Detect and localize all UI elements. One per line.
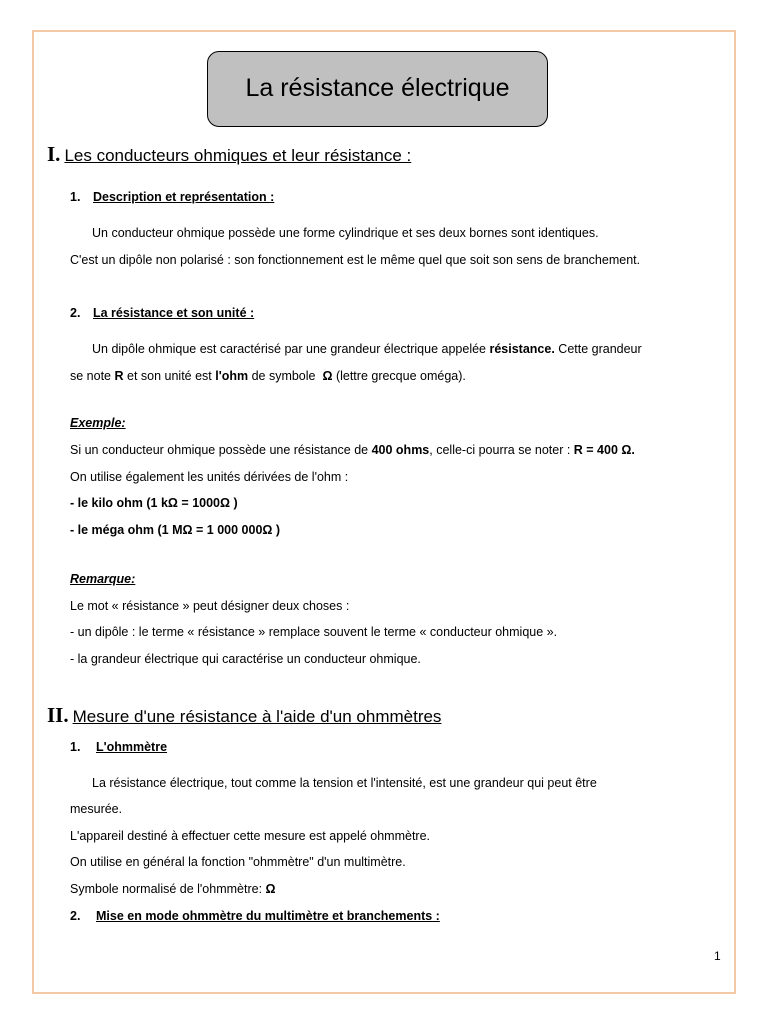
text-run-bold: l'ohm	[215, 369, 249, 383]
paragraph-line	[70, 370, 466, 383]
section-2-numeral: II.	[47, 703, 69, 727]
paragraph-line	[92, 343, 642, 356]
section-2-heading	[47, 705, 441, 726]
paragraph-line	[70, 883, 276, 896]
text-run-bold: R = 400 Ω.	[573, 443, 635, 457]
text-run: Si un conducteur ohmique possède une résistance de	[70, 443, 372, 457]
text-run: (lettre grecque oméga).	[332, 369, 466, 383]
paragraph-line: La résistance électrique, tout comme la tension et l'intensité, est une grandeur qui peut être	[92, 776, 597, 790]
subsection-2-1-heading	[70, 741, 167, 754]
section-2-title: Mesure d'une résistance à l'aide d'un ohmmètres	[72, 707, 442, 726]
subsection-1-1-heading	[70, 191, 274, 204]
list-item: - le méga ohm (1 MΩ = 1 000 000Ω )	[70, 523, 281, 537]
text-run: Symbole normalisé de l'ohmmètre:	[70, 882, 266, 896]
text-run: Un dipôle ohmique est caractérisé par une grandeur électrique appelée	[92, 342, 490, 356]
omega-symbol: Ω	[265, 882, 276, 896]
text-run: Cette grandeur	[554, 342, 642, 356]
text-run-bold: résistance.	[489, 342, 555, 356]
remark-label: Remarque:	[70, 572, 136, 586]
text-run: et son unité est	[123, 369, 216, 383]
section-1-numeral: I.	[47, 142, 61, 166]
paragraph-line: On utilise également les unités dérivées de l'ohm :	[70, 470, 349, 484]
example-label: Exemple:	[70, 416, 126, 430]
paragraph-line: Le mot « résistance » peut désigner deux choses :	[70, 599, 350, 613]
section-1-heading	[47, 144, 411, 165]
page-title-box	[207, 51, 548, 127]
text-run-bold: R	[114, 369, 124, 383]
subsection-2-2-title: Mise en mode ohmmètre du multimètre et branchements :	[96, 909, 440, 923]
paragraph-line: C'est un dipôle non polarisé : son fonctionnement est le même quel que soit son sens de branchement.	[70, 253, 641, 267]
subsection-1-2-title: La résistance et son unité :	[93, 306, 255, 320]
subsection-2-2-heading	[70, 910, 440, 923]
subsection-1-2-number: 2.	[70, 306, 81, 320]
text-run-bold: 400 ohms	[371, 443, 430, 457]
text-run: se note	[70, 369, 115, 383]
page-title: La résistance électrique	[245, 73, 510, 102]
list-item: - la grandeur électrique qui caractérise un conducteur ohmique.	[70, 652, 421, 666]
page-number: 1	[714, 949, 721, 963]
paragraph-line	[70, 444, 635, 457]
subsection-1-1-number: 1.	[70, 190, 81, 204]
page-border	[32, 30, 736, 994]
paragraph-line: On utilise en général la fonction "ohmmètre" d'un multimètre.	[70, 855, 406, 869]
text-run: de symbole	[248, 369, 323, 383]
subsection-2-2-number: 2.	[70, 909, 81, 923]
subsection-1-1-title: Description et représentation :	[93, 190, 275, 204]
section-1-title: Les conducteurs ohmiques et leur résistance :	[64, 146, 412, 165]
list-item: - un dipôle : le terme « résistance » remplace souvent le terme « conducteur ohmique ».	[70, 625, 558, 639]
subsection-2-1-title: L'ohmmètre	[96, 740, 168, 754]
paragraph-line: Un conducteur ohmique possède une forme cylindrique et ses deux bornes sont identiques.	[92, 226, 599, 240]
paragraph-line: L'appareil destiné à effectuer cette mesure est appelé ohmmètre.	[70, 829, 431, 843]
subsection-1-2-heading	[70, 307, 254, 320]
list-item: - le kilo ohm (1 kΩ = 1000Ω )	[70, 496, 238, 510]
subsection-2-1-number: 1.	[70, 740, 81, 754]
paragraph-line: mesurée.	[70, 802, 123, 816]
omega-symbol: Ω	[322, 369, 333, 383]
text-run: , celle-ci pourra se noter :	[429, 443, 574, 457]
